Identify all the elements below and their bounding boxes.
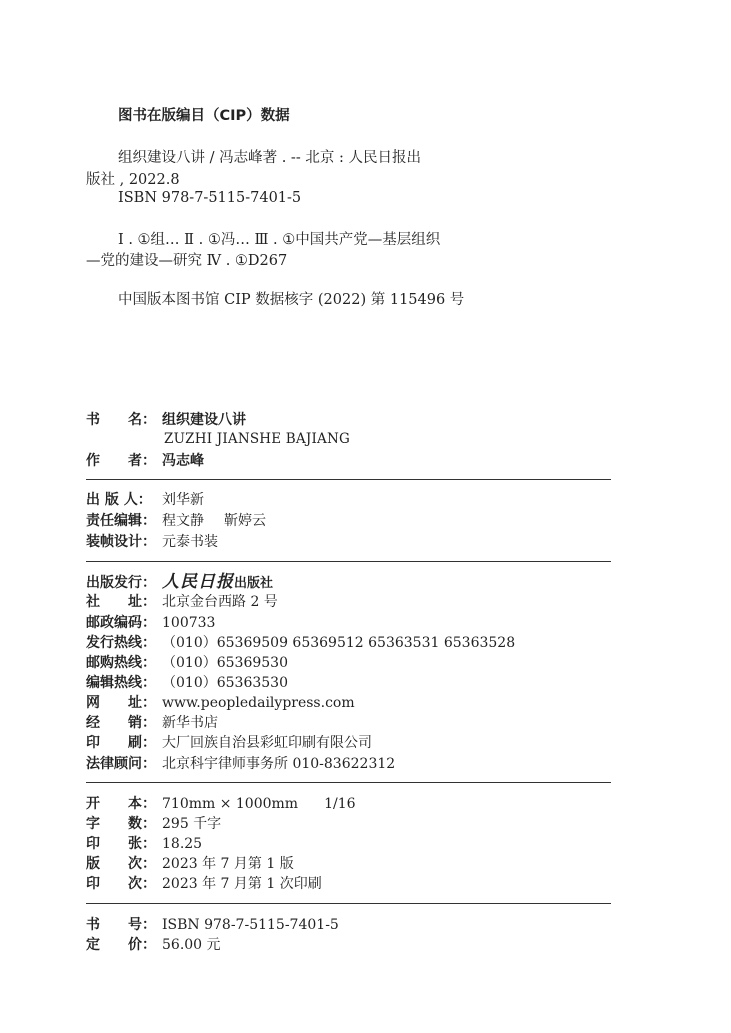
legal-row [86, 754, 395, 774]
format-value: 710mm × 1000mm [162, 796, 299, 812]
editor-row [86, 511, 266, 531]
cip-line-3: ISBN 978-7-5115-7401-5 [118, 190, 302, 206]
divider-3 [86, 782, 611, 783]
edition-row [86, 854, 294, 874]
divider-4 [86, 903, 611, 904]
design-row [86, 532, 218, 552]
edit-hotline-row [86, 673, 288, 693]
issue-row [86, 572, 273, 594]
cip-line-1: 组织建设八讲 / 冯志峰著 . -- 北京 : 人民日报出 [118, 150, 421, 166]
words-value: 295 千字 [162, 816, 222, 832]
author-row [86, 451, 204, 471]
cip-line-2: 版社 , 2022.8 [86, 172, 180, 188]
words-row [86, 814, 221, 834]
distributor-value: 新华书店 [162, 715, 218, 731]
cip-line-4: Ⅰ . ①组… Ⅱ . ①冯… Ⅲ . ①中国共产党—基层组织 [118, 232, 441, 248]
book-title-row [86, 410, 246, 430]
cip-line-5: —党的建设—研究 Ⅳ . ①D267 [86, 253, 288, 269]
words-label: 字 数： [86, 816, 156, 832]
legal-label: 法律顾问： [86, 756, 156, 772]
sheets-row [86, 834, 202, 854]
publisher-value: 刘华新 [162, 492, 204, 508]
format-label: 开 本： [86, 796, 156, 812]
hotline-row [86, 633, 515, 653]
edit-hotline-value: （010）65363530 [162, 675, 288, 691]
sheets-label: 印 张： [86, 836, 156, 852]
hotline-label: 发行热线： [86, 635, 156, 651]
impression-value: 2023 年 7 月第 1 次印刷 [162, 876, 322, 892]
legal-value: 北京科宇律师事务所 010-83622312 [162, 756, 396, 772]
distributor-label: 经 销： [86, 715, 156, 731]
book-title-label: 书 名： [86, 412, 156, 428]
editor-value-2: 靳婷云 [224, 513, 266, 529]
publisher-label: 出 版 人： [86, 492, 152, 508]
author-value: 冯志峰 [162, 453, 204, 469]
hotline-value: （010）65369509 65369512 65363531 65363528 [162, 635, 516, 651]
printer-row [86, 733, 372, 753]
book-pinyin: ZUZHI JIANSHE BAJIANG [164, 431, 350, 447]
editor-label: 责任编辑： [86, 513, 156, 529]
postcode-value: 100733 [162, 615, 216, 631]
cip-line-6: 中国版本图书馆 CIP 数据核字 (2022) 第 115496 号 [118, 292, 465, 308]
postcode-row [86, 613, 215, 633]
printer-value: 大厂回族自治县彩虹印刷有限公司 [162, 735, 372, 751]
sheets-value: 18.25 [162, 836, 203, 852]
edition-label: 版 次： [86, 856, 156, 872]
address-value: 北京金台西路 2 号 [162, 594, 278, 610]
edition-value: 2023 年 7 月第 1 版 [162, 856, 294, 872]
issue-label: 出版发行： [86, 575, 156, 591]
divider-2 [86, 561, 611, 562]
address-label: 社 址： [86, 594, 156, 610]
cip-title: 图书在版编目（CIP）数据 [118, 108, 290, 124]
publisher-logo: 人民日报 [162, 572, 234, 592]
address-row [86, 592, 278, 612]
impression-row [86, 874, 322, 894]
printer-label: 印 刷： [86, 735, 156, 751]
mail-order-label: 邮购热线： [86, 655, 156, 671]
price-row [86, 935, 221, 955]
mail-order-value: （010）65369530 [162, 655, 288, 671]
format-value-2: 1/16 [324, 796, 356, 812]
mail-order-row [86, 653, 288, 673]
book-title-value: 组织建设八讲 [162, 412, 246, 428]
price-label: 定 价： [86, 937, 156, 953]
website-link[interactable]: www.peopledailypress.com [162, 695, 355, 711]
design-label: 装帧设计： [86, 534, 156, 550]
publisher-logo-suffix: 出版社 [234, 576, 274, 591]
price-value: 56.00 元 [162, 937, 221, 953]
isbn-row [86, 915, 339, 935]
postcode-label: 邮政编码： [86, 615, 156, 631]
isbn-value: ISBN 978-7-5115-7401-5 [162, 917, 339, 933]
edit-hotline-label: 编辑热线： [86, 675, 156, 691]
isbn-label: 书 号： [86, 917, 156, 933]
author-label: 作 者： [86, 453, 156, 469]
divider-1 [86, 479, 611, 480]
publisher-row [86, 490, 204, 510]
editor-value-1: 程文静 [162, 513, 204, 529]
impression-label: 印 次： [86, 876, 156, 892]
website-label: 网 址： [86, 695, 156, 711]
format-row [86, 794, 356, 814]
distributor-row [86, 713, 218, 733]
website-row [86, 693, 355, 713]
design-value: 元泰书装 [162, 534, 218, 550]
